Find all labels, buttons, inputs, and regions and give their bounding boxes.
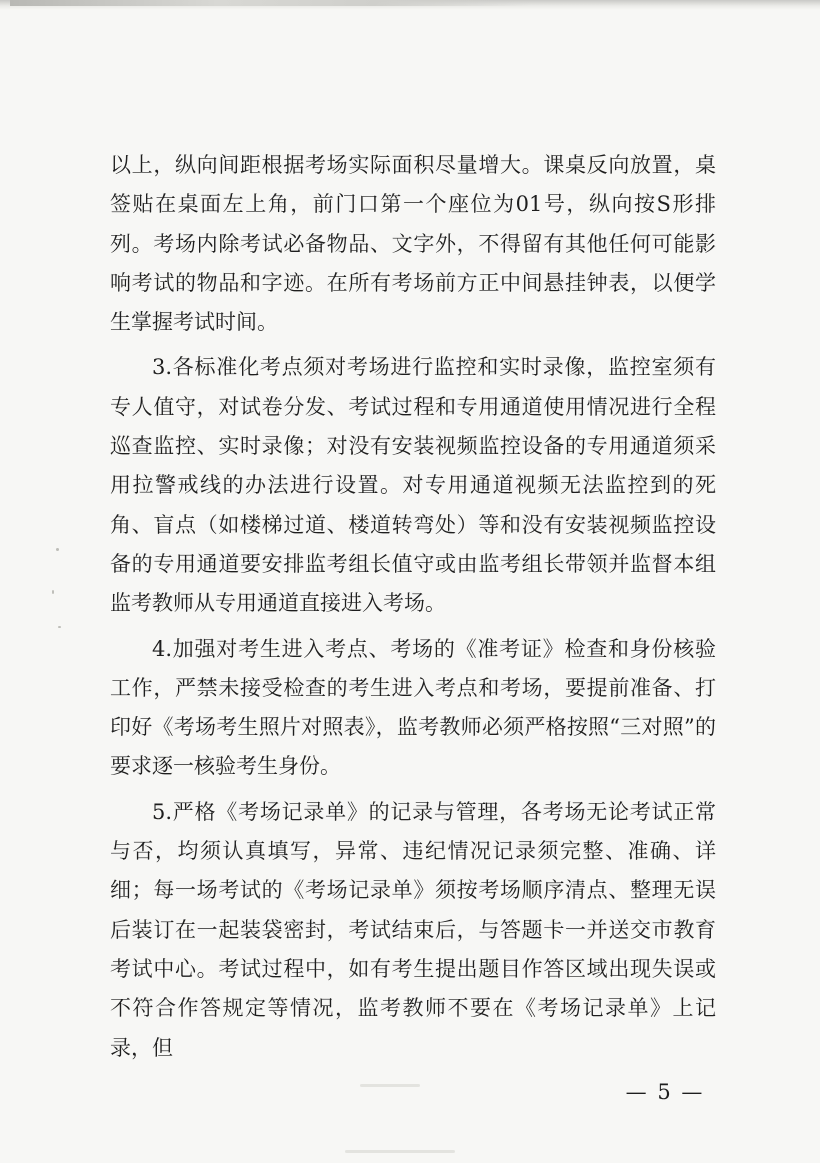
- paragraph-continuation: 以上，纵向间距根据考场实际面积尽量增大。课桌反向放置，桌签贴在桌面左上角，前门口第一个座位为01号，纵向按S形排列。考场内除考试必备物品、文字外，不得留有其他任何可能影响考试的物品和字迹。在所有考场前方正中间悬挂钟表，以便学生掌握考试时间。: [110, 153, 716, 335]
- paragraph-item-5: 5.严格《考场记录单》的记录与管理，各考场无论考试正常与否，均须认真填写，异常、违纪情况记录须完整、准确、详细；每一场考试的《考场记录单》须按考场顺序清点、整理无误后装订在一起装袋密封，考试结束后，与答题卡一并送交市教育考试中心。考试过程中，如有考生提出题目作答区域出现失误或不符合作答规定等情况，监考教师不要在《考场记录单》上记录，但: [110, 799, 716, 1060]
- paragraph-item-4: 4.加强对考生进入考点、考场的《准考证》检查和身份核验工作，严禁未接受检查的考生进入考点和考场，要提前准备、打印好《考场考生照片对照表》，监考教师必须严格按照“三对照”的要求逐一核验考生身份。: [110, 636, 716, 779]
- scan-speck: [58, 626, 61, 628]
- scan-bleed-through: [360, 1084, 420, 1087]
- paragraph-item-3: 3.各标准化考点须对考场进行监控和实时录像，监控室须有专人值守，对试卷分发、考试过程和专用通道使用情况进行全程巡查监控、实时录像；对没有安装视频监控设备的专用通道须采用拉警戒线的办法进行设置。对专用通道视频无法监控到的死角、盲点（如楼梯过道、楼道转弯处）等和没有安装视频监控设备的专用通道要安排监考组长值守或由监考组长带领并监督本组监考教师从专用通道直接进入考场。: [110, 355, 716, 616]
- document-body: [110, 146, 716, 1074]
- scan-artifact: [10, 0, 530, 6]
- page-number: — 5 —: [625, 1080, 705, 1104]
- scan-speck: [56, 548, 59, 551]
- scan-speck: [52, 590, 54, 594]
- scan-bleed-through: [345, 1150, 455, 1153]
